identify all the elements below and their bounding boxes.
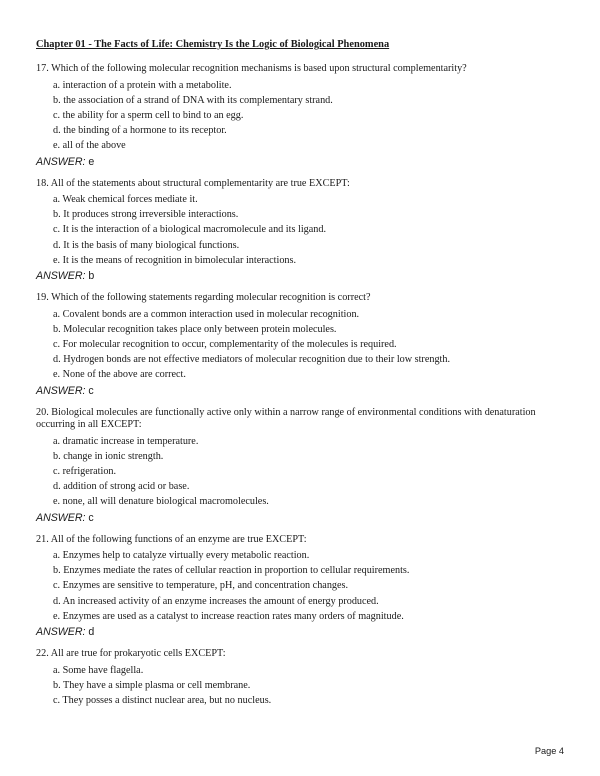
- answer-options: [36, 548, 564, 624]
- answer-option: a. interaction of a protein with a metabolite.: [53, 79, 232, 91]
- answer-value: c: [88, 384, 94, 397]
- answer-value: c: [88, 511, 94, 524]
- answer-label: ANSWER:: [36, 511, 86, 524]
- answer-value: b: [88, 270, 95, 283]
- answer-key: [36, 511, 564, 525]
- question-block: [36, 292, 564, 398]
- answer-option: a. Some have flagella.: [53, 664, 144, 676]
- answer-option: b. It produces strong irreversible interactions.: [53, 209, 239, 221]
- answer-label: ANSWER:: [36, 384, 86, 397]
- answer-label: ANSWER:: [36, 270, 86, 283]
- document-page: [36, 38, 564, 717]
- answer-options: [36, 307, 564, 383]
- answer-key: [36, 384, 564, 398]
- answer-options: [36, 663, 564, 709]
- answer-options: [36, 434, 564, 510]
- question-stem: 17. Which of the following molecular recognition mechanisms is based upon structural complementarity?: [36, 63, 467, 74]
- answer-option: a. Enzymes help to catalyze virtually every metabolic reaction.: [53, 550, 310, 562]
- answer-key: [36, 269, 564, 283]
- chapter-title: Chapter 01 - The Facts of Life: Chemistry Is the Logic of Biological Phenomena: [36, 39, 390, 50]
- answer-option: a. Covalent bonds are a common interaction used in molecular recognition.: [53, 308, 360, 320]
- answer-option: a. dramatic increase in temperature.: [53, 435, 199, 447]
- question-stem: 21. All of the following functions of an enzyme are true EXCEPT:: [36, 533, 307, 545]
- answer-option: c. Enzymes are sensitive to temperature, pH, and concentration changes.: [53, 580, 349, 592]
- question-stem: 18. All of the statements about structural complementarity are true EXCEPT:: [36, 177, 350, 189]
- question-stem: 20. Biological molecules are functionally active only within a narrow range of environmental conditions with denaturation occurring in all EXCEPT:: [36, 406, 536, 431]
- answer-option: e. none, all will denature biological macromolecules.: [53, 496, 269, 508]
- answer-option: c. For molecular recognition to occur, complementarity of the molecules is required.: [53, 338, 397, 350]
- answer-option: e. Enzymes are used as a catalyst to increase reaction rates many orders of magnitude.: [53, 610, 404, 622]
- answer-option: d. addition of strong acid or base.: [53, 481, 190, 493]
- page-number: Page 4: [534, 746, 564, 756]
- question-block: [36, 407, 564, 525]
- answer-option: b. change in ionic strength.: [53, 450, 164, 462]
- answer-option: b. Enzymes mediate the rates of cellular reaction in proportion to cellular requirements.: [53, 565, 410, 577]
- question-block: [36, 63, 564, 169]
- answer-option: c. refrigeration.: [53, 465, 117, 477]
- question-stem: 22. All are true for prokaryotic cells EXCEPT:: [36, 648, 226, 660]
- answer-options: [36, 78, 564, 154]
- question-block: [36, 534, 564, 640]
- question-block: [36, 178, 564, 284]
- answer-option: e. all of the above: [53, 140, 126, 152]
- answer-option: e. It is the means of recognition in bimolecular interactions.: [53, 254, 297, 266]
- answer-option: d. Hydrogen bonds are not effective mediators of molecular recognition due to their low strength.: [53, 354, 451, 366]
- answer-label: ANSWER:: [36, 626, 86, 639]
- answer-option: e. None of the above are correct.: [53, 369, 186, 381]
- answer-option: c. They posses a distinct nuclear area, but no nucleus.: [53, 694, 272, 706]
- answer-option: c. It is the interaction of a biological macromolecule and its ligand.: [53, 224, 326, 236]
- answer-option: b. They have a simple plasma or cell membrane.: [53, 679, 251, 691]
- answer-option: d. An increased activity of an enzyme increases the amount of energy produced.: [53, 595, 379, 607]
- question-list: [36, 63, 564, 708]
- answer-value: e: [88, 155, 95, 168]
- answer-key: [36, 155, 564, 169]
- answer-option: b. the association of a strand of DNA with its complementary strand.: [53, 94, 333, 106]
- answer-option: a. Weak chemical forces mediate it.: [53, 194, 198, 206]
- question-block: [36, 648, 564, 708]
- answer-option: d. It is the basis of many biological functions.: [53, 239, 240, 251]
- answer-option: c. the ability for a sperm cell to bind to an egg.: [53, 109, 244, 121]
- question-stem: 19. Which of the following statements regarding molecular recognition is correct?: [36, 292, 371, 304]
- answer-option: b. Molecular recognition takes place only between protein molecules.: [53, 323, 337, 335]
- answer-option: d. the binding of a hormone to its receptor.: [53, 125, 227, 137]
- answer-label: ANSWER:: [36, 155, 86, 168]
- answer-options: [36, 192, 564, 268]
- answer-value: d: [88, 626, 95, 639]
- answer-key: [36, 625, 564, 639]
